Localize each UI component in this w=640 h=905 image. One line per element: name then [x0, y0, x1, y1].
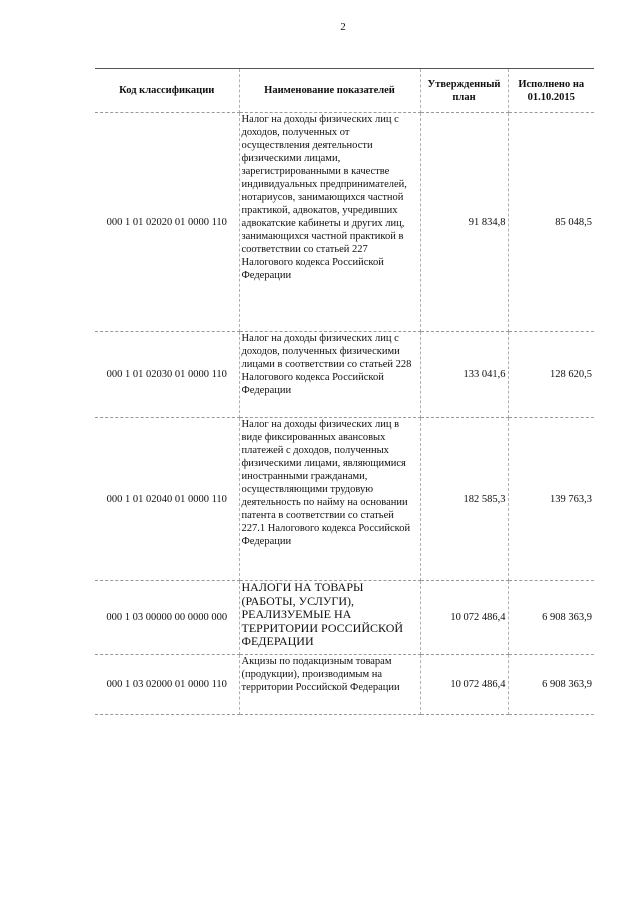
row-name: НАЛОГИ НА ТОВАРЫ (РАБОТЫ, УСЛУГИ), РЕАЛИЗУЕМЫЕ НА ТЕРРИТОРИИ РОССИЙСКОЙ ФЕДЕРАЦИИ: [239, 581, 420, 655]
row-code: 000 1 01 02030 01 0000 110: [95, 332, 239, 418]
table-row: [95, 113, 594, 332]
row-code: 000 1 03 02000 01 0000 110: [95, 655, 239, 715]
revenue-table: [95, 68, 594, 715]
header-name: Наименование показателей: [239, 69, 420, 113]
header-plan: Утвержденный план: [420, 69, 508, 113]
row-plan: 133 041,6: [420, 332, 508, 418]
row-code: 000 1 03 00000 00 0000 000: [95, 581, 239, 655]
page-number: 2: [340, 21, 346, 33]
row-plan: 10 072 486,4: [420, 581, 508, 655]
table-row: [95, 332, 594, 418]
row-name: Налог на доходы физических лиц с доходов, полученных от осуществления деятельности физическими лицами, зарегистрированными в качестве индивидуальных предпринимателей, нотариусов, занимающихся частной практикой, адвокатов, учредивших адвокатские кабинеты и других лиц, занимающихся частной практикой в соответствии со статьей 227 Налогового кодекса Российской Федерации: [239, 113, 420, 332]
row-executed: 6 908 363,9: [508, 655, 594, 715]
row-executed: 139 763,3: [508, 418, 594, 581]
row-executed: 85 048,5: [508, 113, 594, 332]
table-row: [95, 418, 594, 581]
row-executed: 128 620,5: [508, 332, 594, 418]
row-name: Налог на доходы физических лиц с доходов, полученных физическими лицами в соответствии со статьей 228 Налогового кодекса Российской Федерации: [239, 332, 420, 418]
row-code: 000 1 01 02040 01 0000 110: [95, 418, 239, 581]
row-name: Акцизы по подакцизным товарам (продукции), производимым на территории Российской Федерации: [239, 655, 420, 715]
table-row: [95, 655, 594, 715]
row-plan: 91 834,8: [420, 113, 508, 332]
table-row: [95, 581, 594, 655]
row-code: 000 1 01 02020 01 0000 110: [95, 113, 239, 332]
row-plan: 182 585,3: [420, 418, 508, 581]
header-executed: Исполнено на 01.10.2015: [508, 69, 594, 113]
table-header-row: [95, 69, 594, 113]
row-executed: 6 908 363,9: [508, 581, 594, 655]
row-plan: 10 072 486,4: [420, 655, 508, 715]
header-code: Код классификации: [95, 69, 239, 113]
row-name: Налог на доходы физических лиц в виде фиксированных авансовых платежей с доходов, полученных физическими лицами, являющимися иностранными гражданами, осуществляющими трудовую деятельность по найму на основании патента в соответствии со статьей 227.1 Налогового кодекса Российской Федерации: [239, 418, 420, 581]
